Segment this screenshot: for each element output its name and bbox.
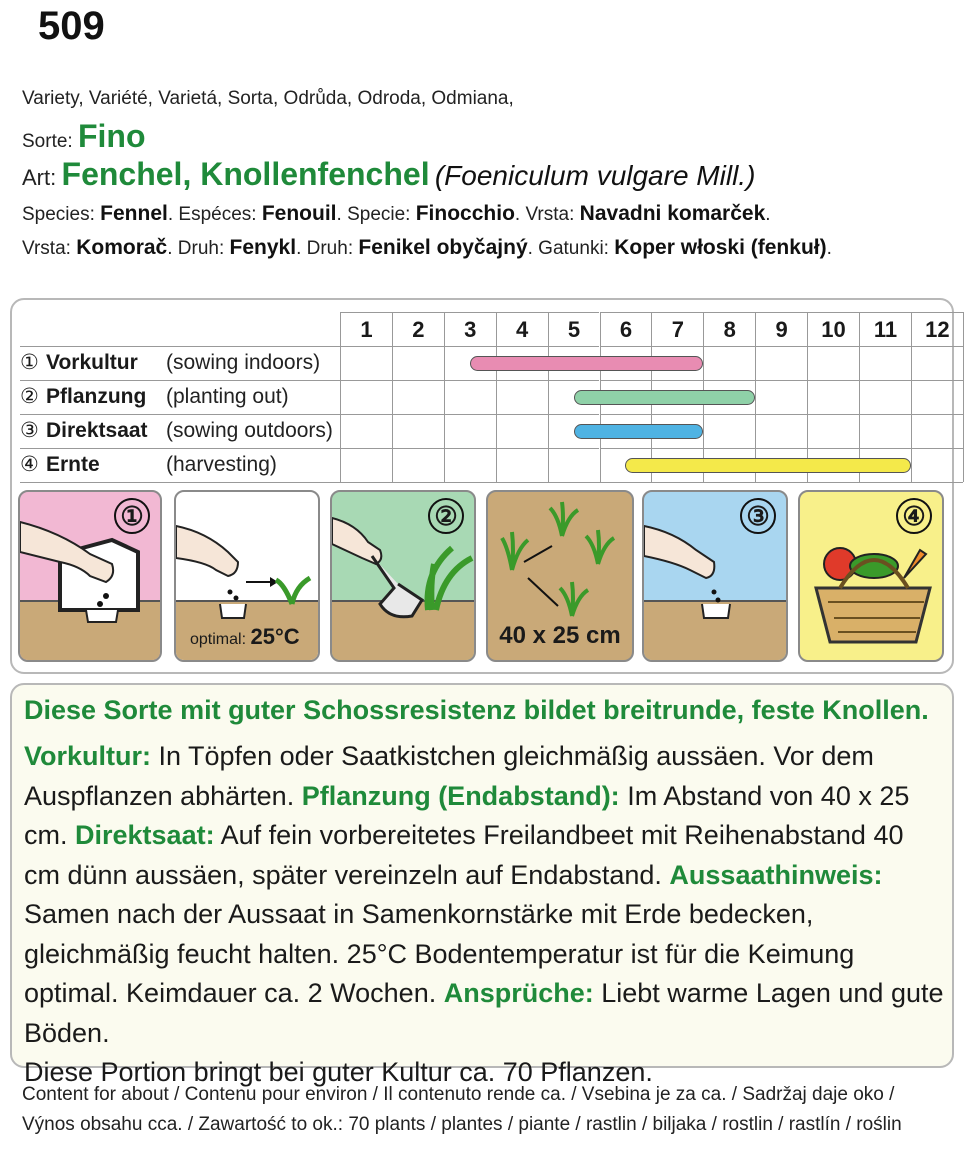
variety-name: Fino xyxy=(77,118,146,154)
step-number: ④ xyxy=(20,453,39,476)
step-name: Vorkultur xyxy=(46,351,138,374)
species2-value-1: Fenykl xyxy=(229,236,297,259)
step-number: ③ xyxy=(20,419,39,442)
grid-cell xyxy=(340,448,392,482)
panel-spacing xyxy=(486,490,634,662)
grid-cell xyxy=(392,380,444,414)
month-label: 8 xyxy=(703,312,755,346)
text-portion: Diese Portion bringt bei guter Kultur ca. 70 Pflanzen. xyxy=(24,1057,653,1087)
grid-cell xyxy=(911,414,963,448)
step-number: ② xyxy=(20,385,39,408)
grid-cell xyxy=(911,346,963,380)
description-headline: Diese Sorte mit guter Schossresistenz bildet breitrunde, feste Knollen. xyxy=(24,695,929,725)
panel-sowing-outdoors xyxy=(642,490,788,662)
footer-line-2: Výnos obsahu cca. / Zawartość to ok.: 70 plants / plantes / piante / rastlin / biljaka / rostlin / rastlín / roślin xyxy=(22,1114,902,1135)
variety-line: Variety, Variété, Varietá, Sorta, Odrůda, Odroda, Odmiana, xyxy=(22,88,514,109)
panel-germination xyxy=(174,490,320,662)
month-label: 11 xyxy=(859,312,911,346)
panel-sowing-indoors xyxy=(18,490,162,662)
grid-cell xyxy=(755,346,807,380)
calendar-row-label xyxy=(20,448,277,482)
month-label: 1 xyxy=(340,312,392,346)
step-name: Pflanzung xyxy=(46,385,147,408)
period-bar xyxy=(574,424,704,439)
key-ansprueche: Ansprüche: xyxy=(443,978,594,1008)
species-name-line xyxy=(22,156,755,193)
grid-cell xyxy=(340,414,392,448)
text-aussaathinweis: Samen nach der Aussaat in Samenkornstärke mit Erde bedecken, gleichmäßig feucht halten. 25°C Bodentemperatur ist für die Keimung optimal. Keimdauer ca. 2 Wochen. xyxy=(24,899,855,1008)
grid-cell xyxy=(392,346,444,380)
calendar-row xyxy=(20,380,948,414)
panel-planting-out xyxy=(330,490,476,662)
species1-value-0: Fennel xyxy=(100,202,168,225)
species2-label-2: . Druh: xyxy=(296,238,359,259)
key-vorkultur: Vorkultur: xyxy=(24,741,151,771)
grid-cell xyxy=(859,380,911,414)
sorte-label: Sorte: xyxy=(22,131,73,152)
calendar-row xyxy=(20,414,948,448)
month-label: 6 xyxy=(600,312,652,346)
species1-value-3: Navadni komarček xyxy=(579,202,766,225)
text-pflanzung: Im Abstand von 40 x 25 cm. xyxy=(24,780,910,850)
temperature-value: 25°C xyxy=(250,624,300,649)
species-translations-2 xyxy=(22,236,832,260)
species1-value-2: Finocchio xyxy=(415,202,515,225)
text-vorkultur: In Töpfen oder Saatkistchen gleichmäßig aussäen. Vor dem Auspflanzen abhärten. xyxy=(24,741,874,811)
art-label: Art: xyxy=(22,165,57,190)
calendar-row-label xyxy=(20,414,333,448)
product-number: 509 xyxy=(38,4,105,48)
panel-harvesting xyxy=(798,490,944,662)
grid-cell xyxy=(859,346,911,380)
step-description: (sowing outdoors) xyxy=(166,419,333,442)
text-ansprueche: Liebt warme Lagen und gute Böden. xyxy=(24,978,944,1048)
grid-cell xyxy=(496,448,548,482)
row-divider xyxy=(20,448,340,449)
step-name: Direktsaat xyxy=(46,419,148,442)
species2-label-1: . Druh: xyxy=(167,238,230,259)
species1-label-1: . Espéces: xyxy=(167,204,262,225)
grid-cell xyxy=(444,448,496,482)
description-body xyxy=(24,737,944,1093)
grid-bottom-line xyxy=(20,482,963,483)
grid-cell xyxy=(340,380,392,414)
period-bar xyxy=(574,390,756,405)
species1-label-2: . Specie: xyxy=(336,204,416,225)
description-box xyxy=(10,683,954,1087)
variety-name-line xyxy=(22,118,146,155)
calendar-row xyxy=(20,346,948,380)
species2-value-2: Fenikel obyčajný xyxy=(358,236,528,259)
month-label: 10 xyxy=(807,312,859,346)
text-direktsaat: Auf fein vorbereitetes Freilandbeet mit Reihenabstand 40 cm dünn aussäen, später vereinzeln auf Endabstand. xyxy=(24,820,904,890)
month-label: 5 xyxy=(548,312,600,346)
calendar-row-label xyxy=(20,346,321,380)
badge: ④ xyxy=(896,498,932,534)
calendar-row-label xyxy=(20,380,289,414)
step-description: (planting out) xyxy=(166,385,289,408)
grid-cell xyxy=(703,414,755,448)
species1-label-3: . Vrsta: xyxy=(514,204,580,225)
footer-line-1: Content for about / Contenu pour environ / Il contenuto rende ca. / Vsebina je za ca. / Sadržaj daje oko / xyxy=(22,1084,895,1105)
grid-cell xyxy=(444,380,496,414)
step-name: Ernte xyxy=(46,453,100,476)
species1-value-1: Fenouil xyxy=(261,202,337,225)
grid-cell xyxy=(444,414,496,448)
species2-label-3: . Gatunki: xyxy=(527,238,615,259)
species2-label-4: . xyxy=(826,238,832,259)
grid-right-line xyxy=(963,312,964,482)
temperature-prefix: optimal: xyxy=(190,631,251,648)
grid-cell xyxy=(807,414,859,448)
grid-cell xyxy=(911,380,963,414)
step-number: ① xyxy=(20,351,39,374)
species2-value-3: Koper włoski (fenkuł) xyxy=(614,236,827,259)
species1-label-4: . xyxy=(765,204,771,225)
species2-label-0: Vrsta: xyxy=(22,238,77,259)
row-divider xyxy=(20,380,340,381)
grid-cell xyxy=(548,448,600,482)
period-bar xyxy=(625,458,910,473)
key-direktsaat: Direktsaat: xyxy=(75,820,215,850)
month-label: 3 xyxy=(444,312,496,346)
grid-cell xyxy=(392,414,444,448)
grid-cell xyxy=(392,448,444,482)
key-pflanzung: Pflanzung (Endabstand): xyxy=(301,780,620,811)
calendar-row xyxy=(20,448,948,482)
row-divider xyxy=(20,346,340,347)
temperature-caption xyxy=(190,624,318,650)
grid-cell xyxy=(755,380,807,414)
key-aussaathinweis: Aussaathinweis: xyxy=(669,859,883,890)
month-label: 12 xyxy=(911,312,963,346)
badge: ③ xyxy=(740,498,776,534)
species-translations-1 xyxy=(22,202,771,226)
grid-cell xyxy=(859,414,911,448)
grid-cell xyxy=(911,448,963,482)
grid-cell xyxy=(807,380,859,414)
badge: ② xyxy=(428,498,464,534)
latin-name: (Foeniculum vulgare Mill.) xyxy=(434,160,756,191)
grid-cell xyxy=(496,380,548,414)
species-name: Fenchel, Knollenfenchel xyxy=(61,156,430,192)
species2-value-0: Komorač xyxy=(76,236,168,259)
month-label: 7 xyxy=(651,312,703,346)
grid-cell xyxy=(807,346,859,380)
grid-cell xyxy=(703,346,755,380)
grid-cell xyxy=(496,414,548,448)
month-label: 9 xyxy=(755,312,807,346)
species1-label-0: Species: xyxy=(22,204,101,225)
badge: ① xyxy=(114,498,150,534)
month-label: 2 xyxy=(392,312,444,346)
calendar-header-row xyxy=(20,312,948,346)
month-label: 4 xyxy=(496,312,548,346)
step-description: (sowing indoors) xyxy=(166,351,321,374)
row-divider xyxy=(20,414,340,415)
grid-cell xyxy=(755,414,807,448)
step-description: (harvesting) xyxy=(166,453,277,476)
grid-cell xyxy=(340,346,392,380)
period-bar xyxy=(470,356,704,371)
spacing-caption: 40 x 25 cm xyxy=(499,622,621,649)
